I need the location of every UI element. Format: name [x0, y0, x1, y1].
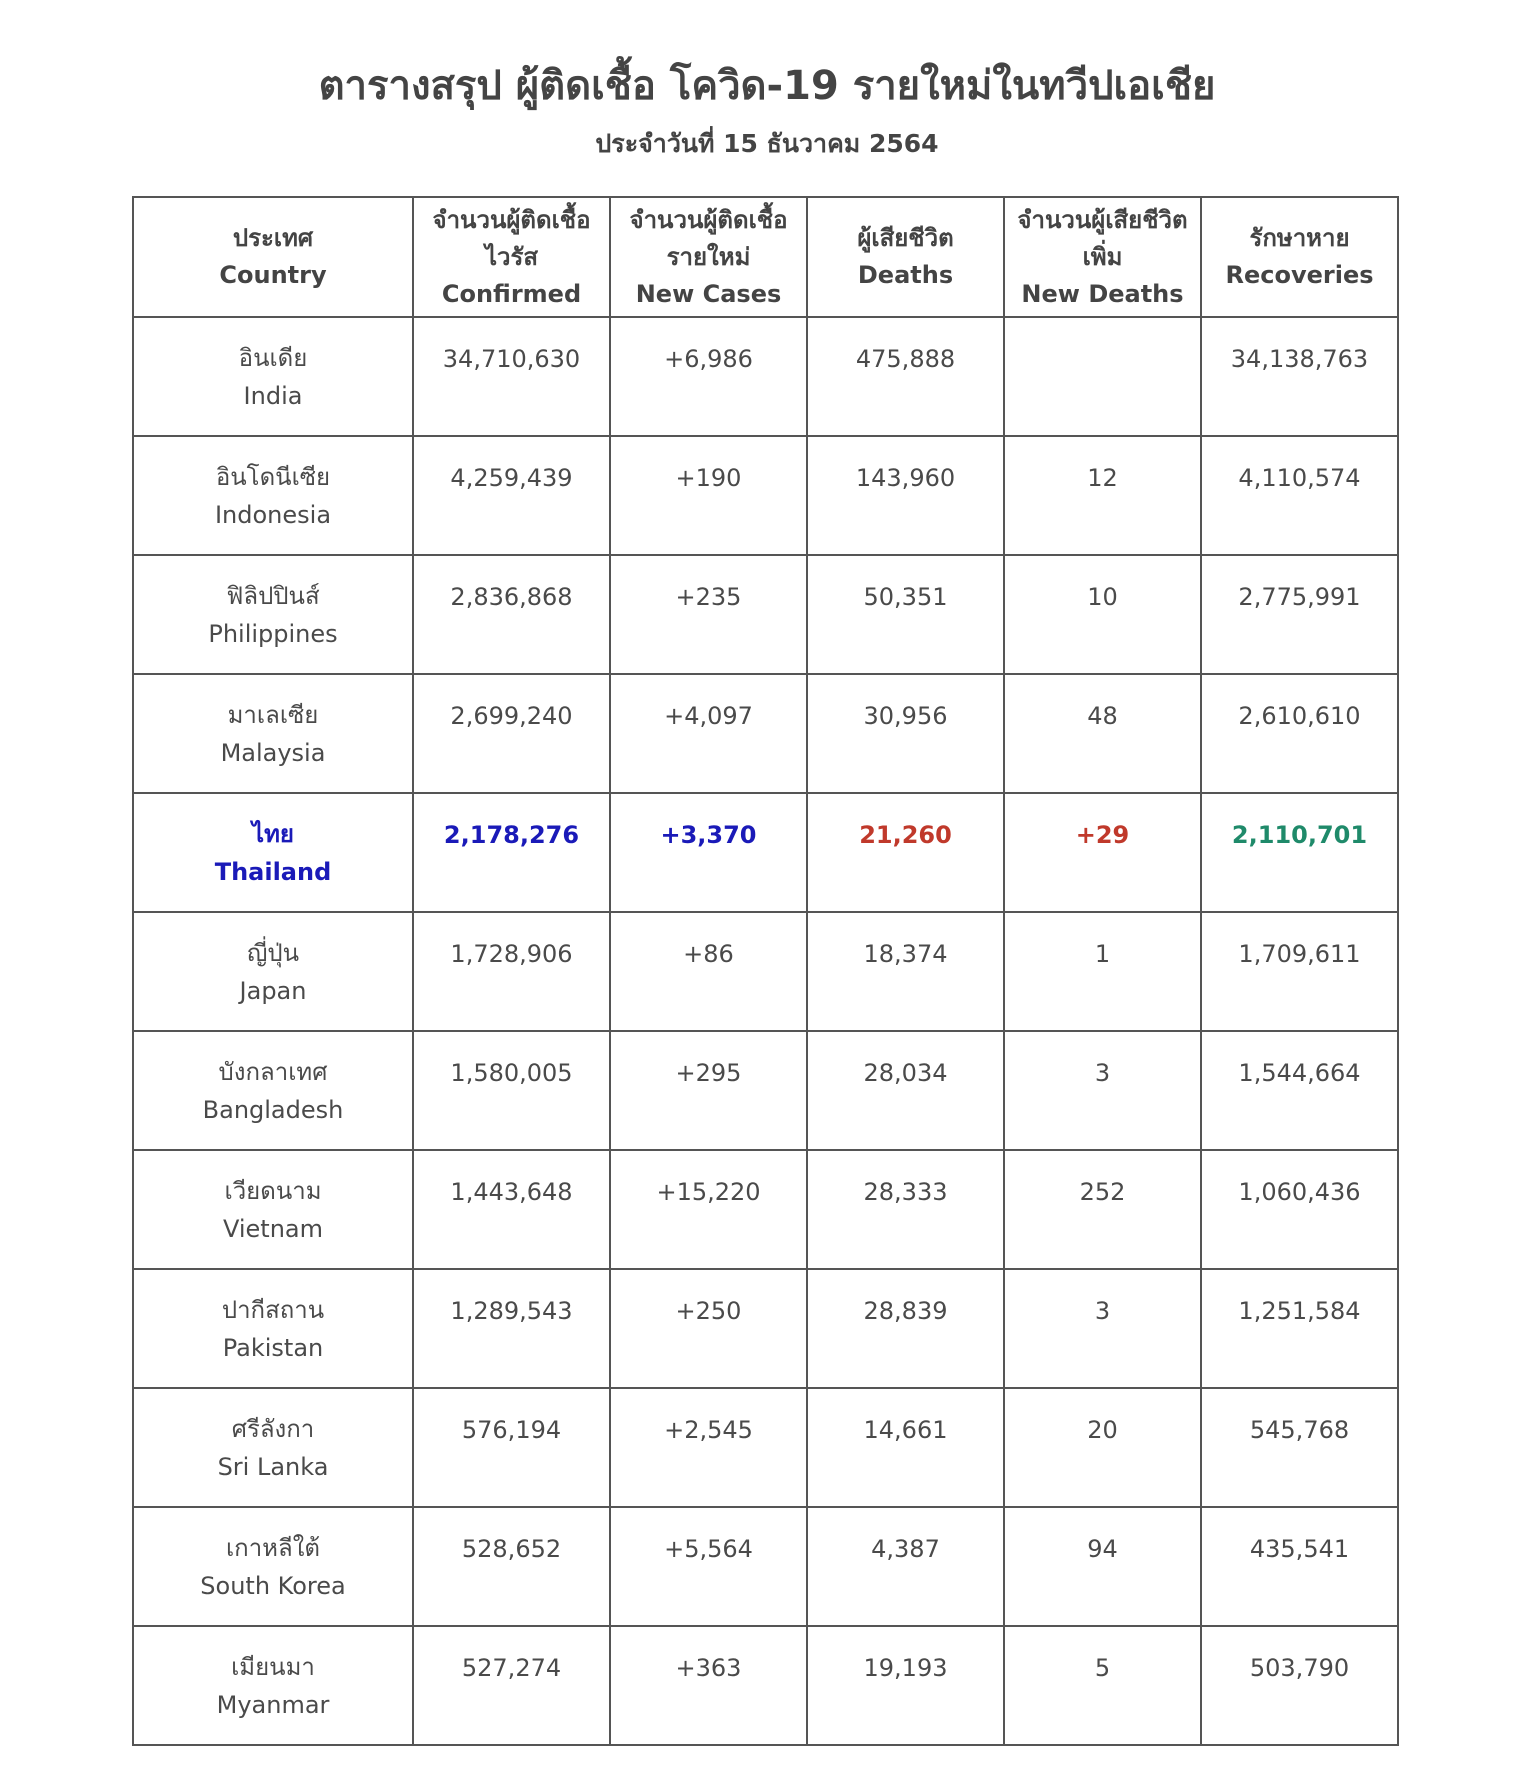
new-deaths-cell [1004, 793, 1201, 912]
new-cases-cell [610, 674, 807, 793]
deaths-cell [807, 1626, 1004, 1745]
table-row-highlight-thailand [133, 793, 1398, 912]
country-name-thai: ไทย [252, 819, 294, 848]
recoveries-cell [1201, 1269, 1398, 1388]
country-cell [133, 436, 413, 555]
new-cases-cell [610, 555, 807, 674]
header-new-cases [610, 197, 807, 317]
confirmed-value: 1,443,648 [450, 1177, 573, 1206]
new-deaths-value: 10 [1087, 582, 1118, 611]
confirmed-cell [413, 317, 610, 436]
header-new-deaths-line2: เพิ่ม [1082, 242, 1123, 271]
country-name-english: Thailand [214, 857, 332, 886]
country-name-thai: ศรีลังกา [231, 1414, 315, 1443]
new-deaths-cell [1004, 317, 1201, 436]
recoveries-cell [1201, 1031, 1398, 1150]
new-cases-cell [610, 793, 807, 912]
header-confirmed [413, 197, 610, 317]
recoveries-value: 2,110,701 [1231, 820, 1368, 849]
country-name-thai: บังกลาเทศ [218, 1057, 328, 1086]
header-country [133, 197, 413, 317]
confirmed-value: 2,699,240 [450, 701, 573, 730]
new-cases-value: +6,986 [664, 344, 753, 373]
recoveries-cell [1201, 1626, 1398, 1745]
new-cases-value: +190 [675, 463, 742, 492]
header-deaths-english: Deaths [857, 261, 954, 289]
new-deaths-cell [1004, 912, 1201, 1031]
deaths-value: 143,960 [855, 463, 956, 492]
deaths-value: 28,034 [863, 1058, 948, 1087]
confirmed-cell [413, 1626, 610, 1745]
confirmed-value: 4,259,439 [450, 463, 573, 492]
new-deaths-cell [1004, 1031, 1201, 1150]
new-deaths-cell [1004, 674, 1201, 793]
header-recoveries-english: Recoveries [1225, 261, 1374, 289]
country-name-thai: เมียนมา [231, 1652, 315, 1681]
new-cases-value: +15,220 [656, 1177, 761, 1206]
confirmed-cell [413, 1269, 610, 1388]
country-name-english: South Korea [200, 1571, 346, 1600]
new-deaths-value: 1 [1094, 939, 1111, 968]
deaths-cell [807, 674, 1004, 793]
new-cases-value: +235 [675, 582, 742, 611]
deaths-cell [807, 912, 1004, 1031]
recoveries-cell [1201, 1150, 1398, 1269]
country-name-thai: มาเลเซีย [227, 700, 319, 729]
country-cell [133, 912, 413, 1031]
header-new-cases-english: New Cases [635, 279, 782, 308]
country-name-english: Vietnam [222, 1214, 324, 1243]
country-cell [133, 1269, 413, 1388]
new-deaths-cell [1004, 436, 1201, 555]
header-recoveries-thai: รักษาหาย [1249, 224, 1350, 252]
confirmed-cell [413, 1507, 610, 1626]
header-new-deaths-line1: จำนวนผู้เสียชีวิต [1017, 205, 1188, 234]
recoveries-value: 435,541 [1249, 1534, 1350, 1563]
country-name-thai: เวียดนาม [224, 1176, 322, 1205]
header-country-thai: ประเทศ [232, 224, 314, 252]
country-cell [133, 1150, 413, 1269]
new-cases-value: +363 [675, 1653, 742, 1682]
table-body [133, 317, 1398, 1745]
new-deaths-cell [1004, 1507, 1201, 1626]
deaths-cell [807, 793, 1004, 912]
header-confirmed-english: Confirmed [441, 279, 582, 308]
deaths-value: 30,956 [863, 701, 948, 730]
recoveries-value: 34,138,763 [1230, 344, 1369, 373]
confirmed-cell [413, 1031, 610, 1150]
confirmed-cell [413, 1150, 610, 1269]
new-deaths-value: 5 [1094, 1653, 1111, 1682]
new-deaths-value: 94 [1087, 1534, 1118, 1563]
country-name-thai: อินเดีย [238, 343, 308, 372]
confirmed-cell [413, 793, 610, 912]
table-header-row [133, 197, 1398, 317]
recoveries-value: 2,775,991 [1238, 582, 1361, 611]
new-deaths-value: 48 [1087, 701, 1118, 730]
deaths-value: 21,260 [859, 820, 952, 849]
deaths-cell [807, 317, 1004, 436]
new-cases-value: +5,564 [664, 1534, 753, 1563]
deaths-value: 28,333 [863, 1177, 948, 1206]
table-row [133, 912, 1398, 1031]
page-subtitle: ประจำวันที่ 15 ธันวาคม 2564 [595, 129, 939, 158]
page-title: ตารางสรุป ผู้ติดเชื้อ โควิด-19 รายใหม่ในทวีปเอเชีย [318, 63, 1216, 109]
deaths-value: 50,351 [863, 582, 948, 611]
recoveries-value: 1,709,611 [1238, 939, 1361, 968]
new-cases-value: +3,370 [660, 820, 757, 849]
new-cases-cell [610, 1150, 807, 1269]
country-cell [133, 1031, 413, 1150]
header-country-english: Country [219, 261, 327, 289]
recoveries-value: 4,110,574 [1238, 463, 1361, 492]
country-cell [133, 1626, 413, 1745]
recoveries-cell [1201, 793, 1398, 912]
new-deaths-cell [1004, 555, 1201, 674]
table-row [133, 1388, 1398, 1507]
header-new-cases-line1: จำนวนผู้ติดเชื้อ [629, 205, 788, 234]
new-deaths-value: 12 [1087, 463, 1118, 492]
country-name-thai: ฟิลิปปินส์ [226, 581, 320, 610]
confirmed-cell [413, 674, 610, 793]
country-name-english: Japan [239, 976, 307, 1005]
header-confirmed-line2: ไวรัส [484, 242, 539, 271]
new-deaths-value: +29 [1075, 820, 1130, 849]
new-cases-cell [610, 1031, 807, 1150]
deaths-cell [807, 1150, 1004, 1269]
table-row [133, 1507, 1398, 1626]
header-deaths-thai: ผู้เสียชีวิต [857, 224, 954, 252]
deaths-cell [807, 555, 1004, 674]
recoveries-cell [1201, 1388, 1398, 1507]
country-name-thai: เกาหลีใต้ [225, 1533, 321, 1562]
recoveries-value: 545,768 [1249, 1415, 1350, 1444]
table-row [133, 1269, 1398, 1388]
new-cases-cell [610, 1269, 807, 1388]
deaths-cell [807, 1031, 1004, 1150]
table-row [133, 555, 1398, 674]
country-name-english: Philippines [208, 619, 338, 648]
new-deaths-cell [1004, 1269, 1201, 1388]
recoveries-value: 503,790 [1249, 1653, 1350, 1682]
new-cases-cell [610, 1507, 807, 1626]
confirmed-value: 1,728,906 [450, 939, 573, 968]
header-new-cases-line2: รายใหม่ [666, 242, 751, 271]
confirmed-value: 1,580,005 [450, 1058, 573, 1087]
new-cases-value: +250 [675, 1296, 742, 1325]
table-row [133, 317, 1398, 436]
country-name-english: Sri Lanka [217, 1452, 329, 1481]
deaths-value: 14,661 [863, 1415, 948, 1444]
country-name-english: India [243, 381, 303, 410]
deaths-cell [807, 1507, 1004, 1626]
country-cell [133, 1388, 413, 1507]
country-name-english: Malaysia [220, 738, 326, 767]
country-name-english: Pakistan [222, 1333, 324, 1362]
header-deaths [807, 197, 1004, 317]
country-name-thai: ญี่ปุ่น [246, 938, 300, 967]
deaths-cell [807, 1269, 1004, 1388]
country-name-thai: อินโดนีเซีย [215, 462, 331, 491]
country-name-english: Indonesia [214, 500, 332, 529]
new-deaths-value: 3 [1094, 1296, 1111, 1325]
new-cases-cell [610, 1626, 807, 1745]
deaths-value: 28,839 [863, 1296, 948, 1325]
new-cases-value: +2,545 [664, 1415, 753, 1444]
new-deaths-cell [1004, 1626, 1201, 1745]
new-cases-cell [610, 317, 807, 436]
new-cases-cell [610, 436, 807, 555]
table-row [133, 1150, 1398, 1269]
new-deaths-value: 20 [1087, 1415, 1118, 1444]
confirmed-value: 1,289,543 [450, 1296, 573, 1325]
table-row [133, 1031, 1398, 1150]
country-cell [133, 674, 413, 793]
deaths-value: 4,387 [871, 1534, 940, 1563]
table-row [133, 674, 1398, 793]
confirmed-cell [413, 436, 610, 555]
country-name-english: Myanmar [216, 1690, 330, 1719]
country-cell [133, 317, 413, 436]
confirmed-value: 2,178,276 [443, 820, 580, 849]
deaths-value: 475,888 [855, 344, 956, 373]
confirmed-cell [413, 1388, 610, 1507]
new-cases-value: +295 [675, 1058, 742, 1087]
new-cases-value: +4,097 [664, 701, 753, 730]
new-deaths-cell [1004, 1388, 1201, 1507]
deaths-value: 18,374 [863, 939, 948, 968]
new-cases-cell [610, 1388, 807, 1507]
covid-summary-table [132, 196, 1399, 1746]
recoveries-cell [1201, 317, 1398, 436]
table-row [133, 436, 1398, 555]
recoveries-value: 1,060,436 [1238, 1177, 1361, 1206]
header-confirmed-line1: จำนวนผู้ติดเชื้อ [432, 205, 591, 234]
header-recoveries [1201, 197, 1398, 317]
recoveries-cell [1201, 674, 1398, 793]
confirmed-value: 576,194 [461, 1415, 562, 1444]
confirmed-value: 528,652 [461, 1534, 562, 1563]
header-new-deaths [1004, 197, 1201, 317]
recoveries-value: 1,251,584 [1238, 1296, 1361, 1325]
new-cases-cell [610, 912, 807, 1031]
deaths-cell [807, 436, 1004, 555]
table-row [133, 1626, 1398, 1745]
new-deaths-cell [1004, 1150, 1201, 1269]
country-cell [133, 555, 413, 674]
country-name-thai: ปากีสถาน [221, 1295, 325, 1324]
header-new-deaths-english: New Deaths [1021, 279, 1184, 308]
confirmed-cell [413, 912, 610, 1031]
recoveries-cell [1201, 1507, 1398, 1626]
recoveries-cell [1201, 912, 1398, 1031]
country-name-english: Bangladesh [202, 1095, 344, 1124]
confirmed-value: 34,710,630 [442, 344, 581, 373]
country-cell [133, 1507, 413, 1626]
recoveries-value: 1,544,664 [1238, 1058, 1361, 1087]
new-deaths-value: 252 [1079, 1177, 1126, 1206]
new-deaths-value: 3 [1094, 1058, 1111, 1087]
recoveries-value: 2,610,610 [1238, 701, 1361, 730]
recoveries-cell [1201, 555, 1398, 674]
deaths-cell [807, 1388, 1004, 1507]
confirmed-value: 527,274 [461, 1653, 562, 1682]
country-cell [133, 793, 413, 912]
confirmed-value: 2,836,868 [450, 582, 573, 611]
deaths-value: 19,193 [863, 1653, 948, 1682]
new-cases-value: +86 [683, 939, 734, 968]
confirmed-cell [413, 555, 610, 674]
recoveries-cell [1201, 436, 1398, 555]
